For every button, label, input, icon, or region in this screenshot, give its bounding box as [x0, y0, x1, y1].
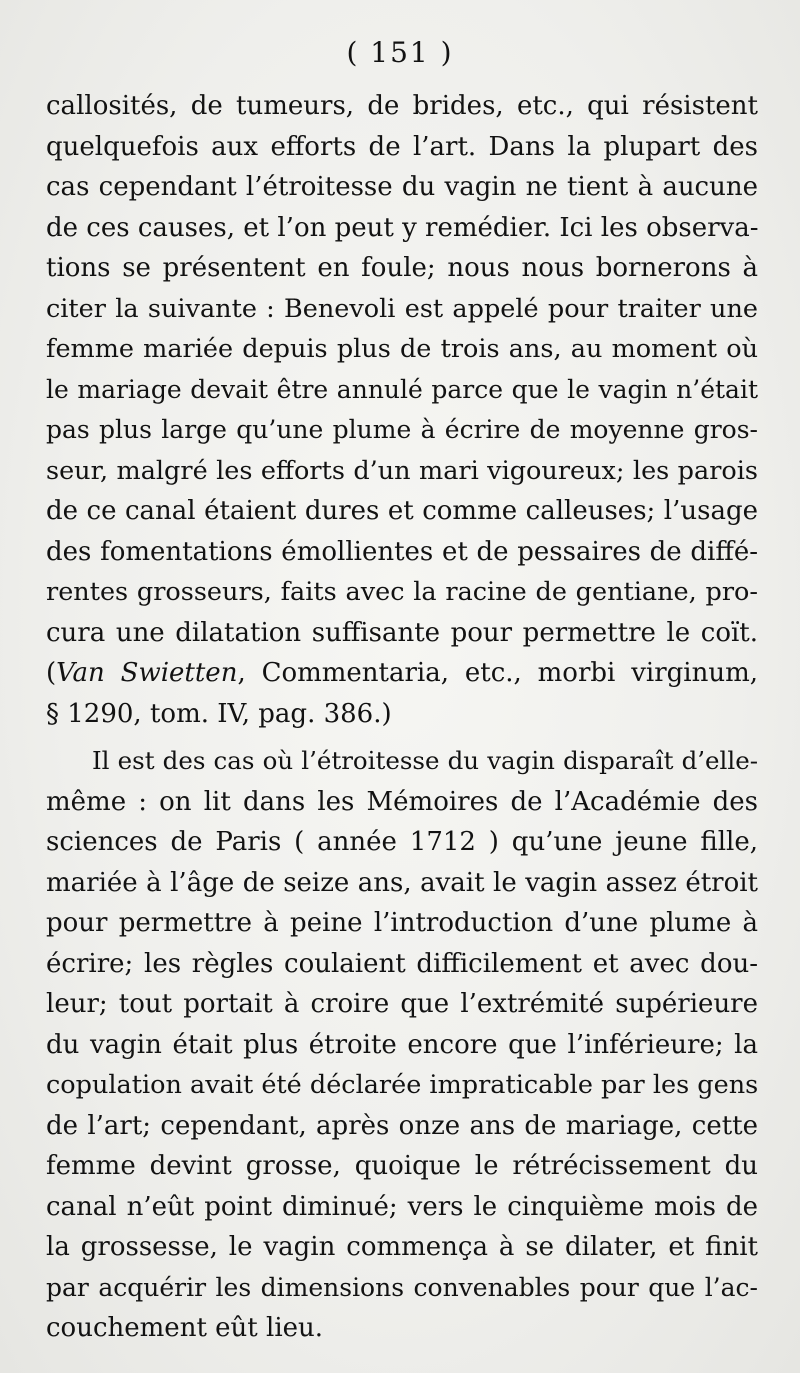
citation-rest: , Commentaria, etc., morbi virginum, — [237, 658, 758, 688]
text-line: quelquefois aux efforts de l’art. Dans la plupart des — [46, 131, 758, 162]
text-line: même : on lit dans les Mémoires de l’Académie des — [46, 786, 758, 817]
text-line: pour permettre à peine l’introduction d’une plume à — [46, 908, 758, 938]
text-line: leur; tout portait à croire que l’extrémité supérieure — [46, 989, 758, 1019]
text-line: femme mariée depuis plus de trois ans, au moment où — [46, 334, 758, 364]
text-line: de ce canal étaient dures et comme calleuses; l’usage — [46, 496, 758, 526]
text-line: couchement eût lieu. — [46, 1313, 324, 1343]
citation-open: ( — [46, 658, 57, 688]
text-line: le mariage devait être annulé parce que le vagin n’était — [46, 374, 758, 404]
text-line: de ces causes, et l’on peut y remédier. Ici les observa- — [46, 212, 759, 243]
paragraph-2 — [46, 741, 758, 1349]
text-line: par acquérir les dimensions convenables pour que l’ac- — [46, 1272, 758, 1302]
text-line: seur, malgré les efforts d’un mari vigoureux; les parois — [46, 455, 758, 486]
text-line: citer la suivante : Benevoli est appelé pour traiter une — [46, 293, 758, 324]
text-line: rentes grosseurs, faits avec la racine de gentiane, pro- — [46, 577, 758, 607]
text-line: femme devint grosse, quoique le rétrécissement du — [46, 1151, 758, 1181]
text-line: cura une dilatation suffisante pour permettre le coït. — [46, 617, 758, 648]
text-line: mariée à l’âge de seize ans, avait le vagin assez étroit — [46, 867, 758, 898]
paragraph-1 — [46, 86, 758, 734]
text-line: la grossesse, le vagin commença à se dilater, et finit — [46, 1232, 758, 1262]
citation-author: Van Swietten — [56, 658, 238, 688]
text-line: Il est des cas où l’étroitesse du vagin disparaît d’elle- — [92, 746, 758, 775]
text-line: du vagin était plus étroite encore que l’inférieure; la — [46, 1029, 758, 1060]
text-line: sciences de Paris ( année 1712 ) qu’une jeune fille, — [46, 827, 758, 857]
text-line: des fomentations émollientes et de pessaires de diffé- — [46, 536, 758, 567]
page-number: ( 151 ) — [346, 36, 454, 69]
text-line: écrire; les règles coulaient difficilement et avec dou- — [46, 948, 758, 979]
text-line: cas cependant l’étroitesse du vagin ne tient à aucune — [46, 172, 758, 202]
citation-line — [46, 653, 758, 694]
text-line: canal n’eût point diminué; vers le cinquième mois de — [46, 1191, 758, 1222]
citation-line-2: § 1290, tom. IV, pag. 386.) — [46, 698, 392, 729]
text-line: de l’art; cependant, après onze ans de mariage, cette — [46, 1110, 758, 1141]
text-line: tions se présentent en foule; nous nous bornerons à — [46, 253, 758, 283]
text-line: copulation avait été déclarée impraticable par les gens — [46, 1070, 759, 1100]
text-line: pas plus large qu’une plume à écrire de moyenne gros- — [46, 415, 758, 444]
body-text — [46, 86, 758, 1349]
text-line: callosités, de tumeurs, de brides, etc., qui résistent — [46, 91, 758, 121]
